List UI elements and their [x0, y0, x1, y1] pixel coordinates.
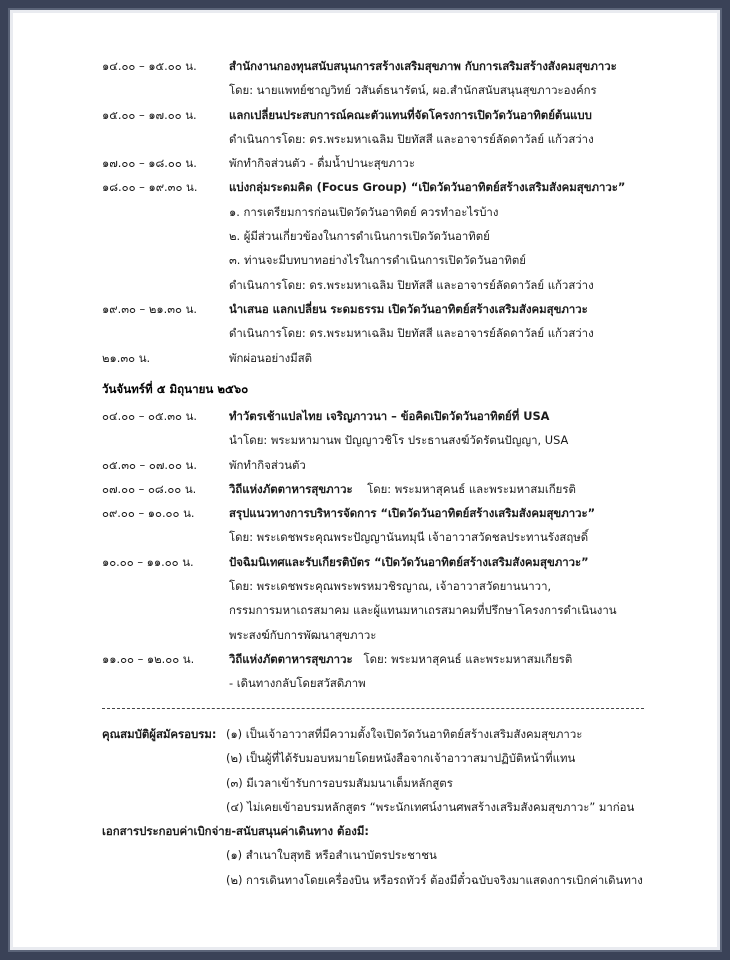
document-item: (๒) การเดินทางโดยเครื่องบิน หรือรถทัวร์ ต้องมีตั๋วฉบับจริงมาแสดงการเบิกค่าเดินทาง [226, 872, 643, 887]
schedule-time: ๑๑.๐๐ – ๑๒.๐๐ น. [102, 651, 195, 666]
schedule-row [0, 103, 730, 127]
schedule-row [0, 574, 730, 598]
schedule-row [0, 297, 730, 321]
schedule-row [0, 127, 730, 151]
dashed-divider [102, 708, 644, 709]
schedule-row [0, 428, 730, 452]
schedule-text: ปัจฉิมนิเทศและรับเกียรติบัตร “เปิดวัดวันอาทิตย์สร้างเสริมสังคมสุขภาวะ” [229, 554, 589, 569]
schedule-row [0, 248, 730, 272]
schedule-row [0, 78, 730, 102]
document-item: (๑) สำเนาใบสุทธิ หรือสำเนาบัตรประชาชน [226, 848, 437, 863]
qualifications-section [102, 722, 662, 892]
schedule-text: โดย: นายแพทย์ชาญวิทย์ วสันต์ธนารัตน์, ผอ.สำนักสนับสนุนสุขภาวะองค์กร [229, 83, 597, 98]
schedule-text: วิถีแห่งภัตตาหารสุขภาวะ โดย: พระมหาสุคนธ์ และพระมหาสมเกียรติ [229, 651, 573, 666]
schedule-text: สรุปแนวทางการบริหารจัดการ “เปิดวัดวันอาทิตย์สร้างเสริมสังคมสุขภาวะ” [229, 506, 596, 521]
document-row [102, 843, 662, 867]
schedule-day1 [0, 54, 730, 370]
schedule-time: ๑๐.๐๐ – ๑๑.๐๐ น. [102, 554, 194, 569]
schedule-time: ๒๑.๓๐ น. [102, 350, 151, 365]
schedule-text: ทำวัตรเช้าแปลไทย เจริญภาวนา – ข้อคิดเปิดวัดวันอาทิตย์ที่ USA [229, 409, 550, 423]
schedule-row [0, 321, 730, 345]
schedule-text: โดย: พระเดชพระคุณพระปัญญานันทมุนี เจ้าอาวาสวัดชลประทานรังสฤษดิ์ [229, 530, 589, 545]
schedule-text: ดำเนินการโดย: ดร.พระมหาเฉลิม ปิยทัสสี และอาจารย์ลัดดาวัลย์ แก้วสว่าง [229, 326, 594, 341]
qualification-item: (๓) มีเวลาเข้ารับการอบรมสัมมนาเต็มหลักสูตร [226, 775, 453, 790]
schedule-text: ๒. ผู้มีส่วนเกี่ยวข้องในการดำเนินการเปิดวัดวันอาทิตย์ [229, 229, 490, 244]
schedule-row [0, 404, 730, 428]
schedule-text: ดำเนินการโดย: ดร.พระมหาเฉลิม ปิยทัสสี และอาจารย์ลัดดาวัลย์ แก้วสว่าง [229, 277, 594, 292]
schedule-row [0, 453, 730, 477]
schedule-row [0, 200, 730, 224]
day2-title: วันจันทร์ที่ ๕ มิถุนายน ๒๕๖๐ [102, 382, 249, 396]
schedule-text: พักทำกิจส่วนตัว - ดื่มน้ำปานะสุขภาวะ [229, 156, 415, 171]
schedule-time: ๐๕.๓๐ – ๐๗.๐๐ น. [102, 457, 197, 472]
schedule-text: โดย: พระเดชพระคุณพระพรหมวชิรญาณ, เจ้าอาวาสวัดยานนาวา, [229, 579, 552, 594]
schedule-row [0, 151, 730, 175]
schedule-time: ๑๘.๐๐ – ๑๙.๓๐ น. [102, 180, 198, 195]
schedule-text: แลกเปลี่ยนประสบการณ์คณะตัวแทนที่จัดโครงการเปิดวัดวันอาทิตย์ต้นแบบ [229, 107, 592, 122]
qualification-row [102, 722, 662, 746]
schedule-row [0, 598, 730, 622]
schedule-time: ๐๔.๐๐ – ๐๕.๓๐ น. [102, 409, 197, 423]
schedule-row [0, 477, 730, 501]
schedule-row [0, 647, 730, 671]
schedule-text: กรรมการมหาเถรสมาคม และผู้แทนมหาเถรสมาคมที่ปรึกษาโครงการดำเนินงาน [229, 603, 617, 618]
schedule-text: พระสงฆ์กับการพัฒนาสุขภาวะ [229, 627, 377, 642]
qualification-item: (๑) เป็นเจ้าอาวาสที่มีความตั้งใจเปิดวัดวันอาทิตย์สร้างเสริมสังคมสุขภาวะ [226, 727, 583, 741]
schedule-text: แบ่งกลุ่มระดมคิด (Focus Group) “เปิดวัดวันอาทิตย์สร้างเสริมสังคมสุขภาวะ” [229, 180, 626, 195]
schedule-time: ๑๗.๐๐ – ๑๘.๐๐ น. [102, 156, 197, 171]
qualification-item: (๒) เป็นผู้ที่ได้รับมอบหมายโดยหนังสือจากเจ้าอาวาสมาปฏิบัติหน้าที่แทน [226, 751, 576, 766]
qualification-row [102, 771, 662, 795]
schedule-text: สำนักงานกองทุนสนับสนุนการสร้างเสริมสุขภาพ กับการเสริมสร้างสังคมสุขภาวะ [229, 59, 617, 73]
schedule-text: พักทำกิจส่วนตัว [229, 457, 306, 472]
schedule-row [0, 273, 730, 297]
schedule-time: ๑๙.๓๐ – ๒๑.๓๐ น. [102, 301, 197, 316]
schedule-time: ๑๕.๐๐ – ๑๗.๐๐ น. [102, 107, 197, 122]
schedule-text: นำโดย: พระมหามานพ ปัญญาวชิโร ประธานสงฆ์วัดรัตนปัญญา, USA [229, 433, 569, 448]
qualification-row [102, 746, 662, 770]
schedule-row [0, 550, 730, 574]
schedule-text: วิถีแห่งภัตตาหารสุขภาวะ โดย: พระมหาสุคนธ์ และพระมหาสมเกียรติ [229, 481, 576, 496]
qualification-label: คุณสมบัติผู้สมัครอบรม: [102, 727, 217, 741]
schedule-row [0, 54, 730, 78]
schedule-row [0, 175, 730, 199]
schedule-row [0, 501, 730, 525]
schedule-row [0, 623, 730, 647]
schedule-row [0, 346, 730, 370]
schedule-time: ๐๙.๐๐ – ๑๐.๐๐ น. [102, 506, 195, 521]
documents-label-row [102, 819, 662, 843]
schedule-day2 [0, 404, 730, 696]
qualification-row [102, 795, 662, 819]
schedule-text: นำเสนอ แลกเปลี่ยน ระดมธรรม เปิดวัดวันอาทิตย์สร้างเสริมสังคมสุขภาวะ [229, 301, 588, 316]
documents-label: เอกสารประกอบค่าเบิกจ่าย-สนับสนุนค่าเดินทาง ต้องมี: [102, 824, 369, 839]
schedule-time: ๐๗.๐๐ – ๐๘.๐๐ น. [102, 481, 197, 496]
schedule-text: พักผ่อนอย่างมีสติ [229, 350, 313, 365]
schedule-text: ๓. ท่านจะมีบทบาทอย่างไรในการดำเนินการเปิดวัดวันอาทิตย์ [229, 253, 526, 268]
schedule-text: ๑. การเตรียมการก่อนเปิดวัดวันอาทิตย์ ควรทำอะไรบ้าง [229, 204, 499, 219]
schedule-row [0, 525, 730, 549]
schedule-text: ดำเนินการโดย: ดร.พระมหาเฉลิม ปิยทัสสี และอาจารย์ลัดดาวัลย์ แก้วสว่าง [229, 131, 594, 146]
qualification-item: (๔) ไม่เคยเข้าอบรมหลักสูตร “พระนักเทศน์งานศพสร้างเสริมสังคมสุขภาวะ” มาก่อน [226, 799, 635, 814]
schedule-text: - เดินทางกลับโดยสวัสดิภาพ [229, 676, 366, 691]
schedule-time: ๑๔.๐๐ – ๑๕.๐๐ น. [102, 59, 197, 73]
schedule-row [0, 671, 730, 695]
schedule-row [0, 224, 730, 248]
document-row [102, 868, 662, 892]
